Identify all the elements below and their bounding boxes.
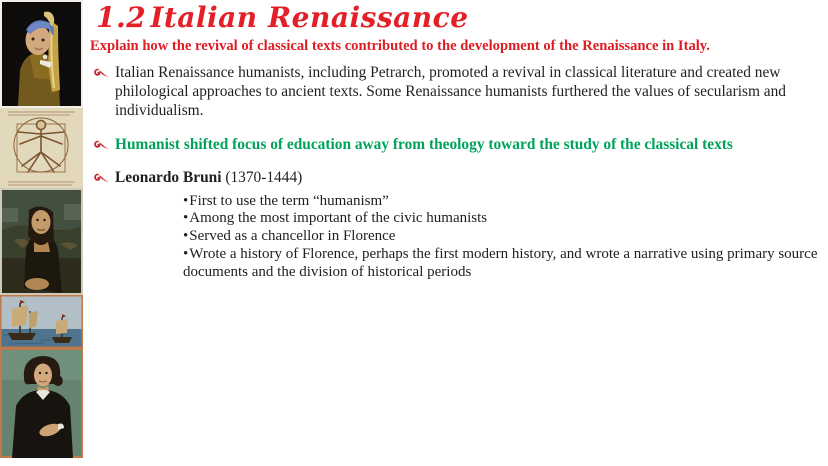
flourish-bullet-icon (90, 169, 115, 189)
bullet-education (90, 136, 818, 156)
sub-bullet-item: • Served as a chancellor in Florence (183, 228, 818, 246)
title-text: Italian Renaissance (150, 1, 469, 34)
mona-lisa-image (0, 188, 83, 295)
flourish-bullet-icon (90, 136, 115, 156)
vitruvian-man-image (0, 108, 83, 188)
sub-bullet-item: • Wrote a history of Florence, perhaps the first modern history, and wrote a narrative using primary source documents and the division of historical periods (183, 246, 818, 281)
girl-with-pearl-earring-image (0, 0, 83, 108)
bullet-education-text: Humanist shifted focus of education away from theology toward the study of the classical texts (115, 135, 733, 153)
bullet-bruni (90, 169, 818, 189)
bruni-dates: (1370-1444) (221, 168, 303, 186)
columbus-portrait-image (0, 348, 83, 458)
artwork-sidebar (0, 0, 83, 458)
slide-prompt: Explain how the revival of classical texts contributed to the development of the Renaissance in Italy. (90, 38, 710, 55)
title-number: 1.2 (96, 1, 147, 34)
bullet-humanists-text: Italian Renaissance humanists, including Petrarch, promoted a revival in classical literature and created new philological approaches to ancient texts. Some Renaissance humanists furthered the values of secularism and individualism. (115, 64, 787, 119)
bullet-humanists (90, 64, 818, 120)
bruni-name: Leonardo Bruni (115, 168, 222, 186)
flourish-bullet-icon (90, 64, 115, 120)
sub-bullet-item: • Among the most important of the civic humanists (183, 210, 818, 228)
bullet-bruni-text (115, 169, 791, 189)
slide-title (96, 2, 818, 34)
sub-bullet-item: • First to use the term “humanism” (183, 193, 818, 211)
bruni-sub-bullets (183, 193, 818, 281)
slide-content (90, 2, 818, 281)
columbus-ships-image (0, 295, 83, 348)
